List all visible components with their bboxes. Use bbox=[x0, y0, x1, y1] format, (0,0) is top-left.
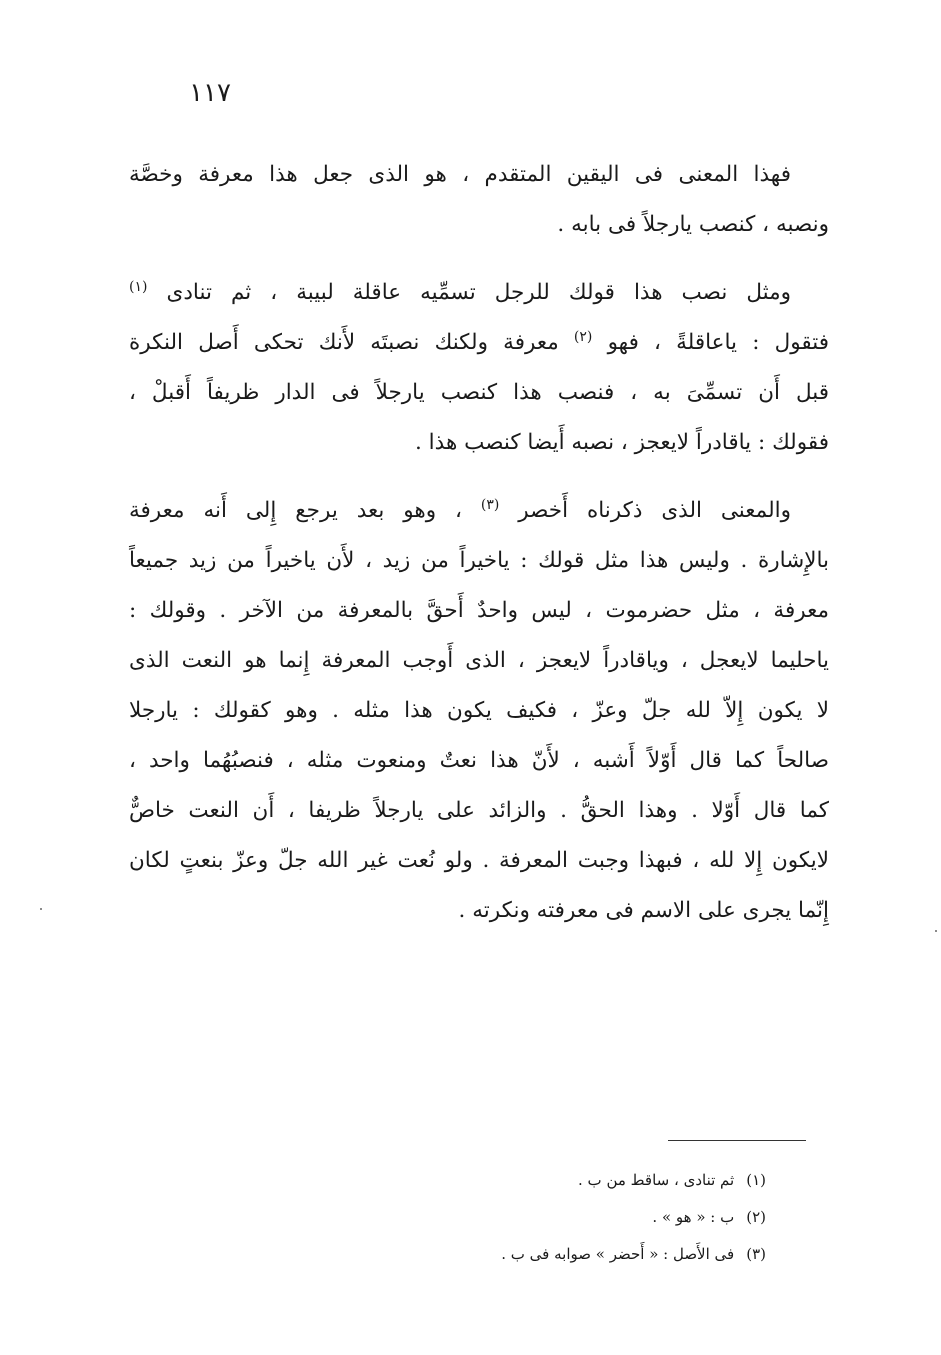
line-text: معرفة ولكنك نصبتَه لأَنك تحكى أَصل النكرة bbox=[129, 330, 559, 355]
footnote-reference: (١) bbox=[129, 278, 148, 295]
footnote-text: ب : « هو » . bbox=[652, 1208, 735, 1226]
footnotes bbox=[266, 1162, 766, 1273]
text-line: لا يكون إِلاّ لله جلّ وعزّ ، فكيف يكون هذا مثله . وهو كقولك : يارجلا bbox=[129, 698, 829, 723]
line-text: ، وهو بعد يرجع إِلى أَنه معرفة bbox=[129, 498, 462, 523]
text-line: كما قال أَوّلا . وهذا الحقُّ . والزائد على يارجلاً ظريفا ، أَن النعت خاصٌّ bbox=[129, 798, 829, 823]
footnote bbox=[266, 1236, 766, 1273]
line-text: ومثل نصب هذا قولك للرجل تسمِّيه عاقلة لبيبة ، ثم تنادى bbox=[166, 280, 791, 305]
scan-speck bbox=[935, 930, 937, 932]
text-line: فقولك : ياقادراً لايعجز ، نصبه أَيضا كنصب هذا . bbox=[415, 430, 829, 455]
body-text bbox=[129, 150, 829, 954]
text-line: بالإِشارة . وليس هذا مثل قولك : ياخيراً من زيد ، لأَن ياخيراً من زيد جميعاً bbox=[129, 548, 829, 573]
footnote-reference: (٣) bbox=[480, 496, 500, 513]
footnote bbox=[266, 1162, 766, 1199]
text-line: قبل أَن تسمِّىَ به ، فنصب هذا كنصب يارجلاً فى الدار ظريفاً أَقبلْ ، bbox=[129, 380, 829, 405]
footnote-separator bbox=[668, 1140, 806, 1141]
text-line: فهذا المعنى فى اليقين المتقدم ، هو الذى جعل هذا معرفة وخصَّة bbox=[129, 162, 791, 187]
footnote bbox=[266, 1199, 766, 1236]
text-line bbox=[129, 268, 829, 318]
page-number: ١١٧ bbox=[189, 78, 231, 108]
footnote-text: ثم تنادى ، ساقط من ب . bbox=[578, 1171, 735, 1189]
text-line: إِنّما يجرى على الاسم فى معرفته ونكرته . bbox=[458, 898, 829, 923]
text-line: صالحاً كما قال أَوّلاً أَشبه ، لأَنّ هذا نعتٌ ومنعوت مثله ، فنصبُهُما واحد ، bbox=[129, 748, 829, 773]
text-line: ياحليما لايعجل ، وياقادراً لايعجز ، الذى أَوجب المعرفة إِنما هو النعت الذى bbox=[129, 648, 829, 673]
text-line: ونصبه ، كنصب يارجلاً فى بابه . bbox=[557, 212, 829, 237]
footnote-text: فى الأَصل : « أَحضر » صوابه فى ب . bbox=[501, 1245, 735, 1263]
text-line: لايكون إِلا لله ، فبهذا وجبت المعرفة . ولو نُعت غير الله جلّ وعزّ بنعتٍ لكان bbox=[129, 848, 829, 873]
footnote-number: (٣) bbox=[746, 1245, 766, 1263]
paragraph bbox=[129, 486, 829, 936]
footnote-reference: (٢) bbox=[573, 328, 593, 345]
paragraph bbox=[129, 268, 829, 468]
scan-speck bbox=[40, 908, 42, 910]
text-line bbox=[129, 318, 829, 368]
footnote-number: (١) bbox=[746, 1171, 766, 1189]
text-line bbox=[129, 486, 829, 536]
paragraph bbox=[129, 150, 829, 250]
line-text: فتقول : ياعاقلةً ، فهو bbox=[607, 330, 829, 355]
line-text: والمعنى الذى ذكرناه أَخصر bbox=[518, 498, 791, 523]
footnote-number: (٢) bbox=[746, 1208, 766, 1226]
text-line: معرفة ، مثل حضرموت ، ليس واحدٌ أَحقَّ بالمعرفة من الآخر . وقولك : bbox=[129, 598, 829, 623]
